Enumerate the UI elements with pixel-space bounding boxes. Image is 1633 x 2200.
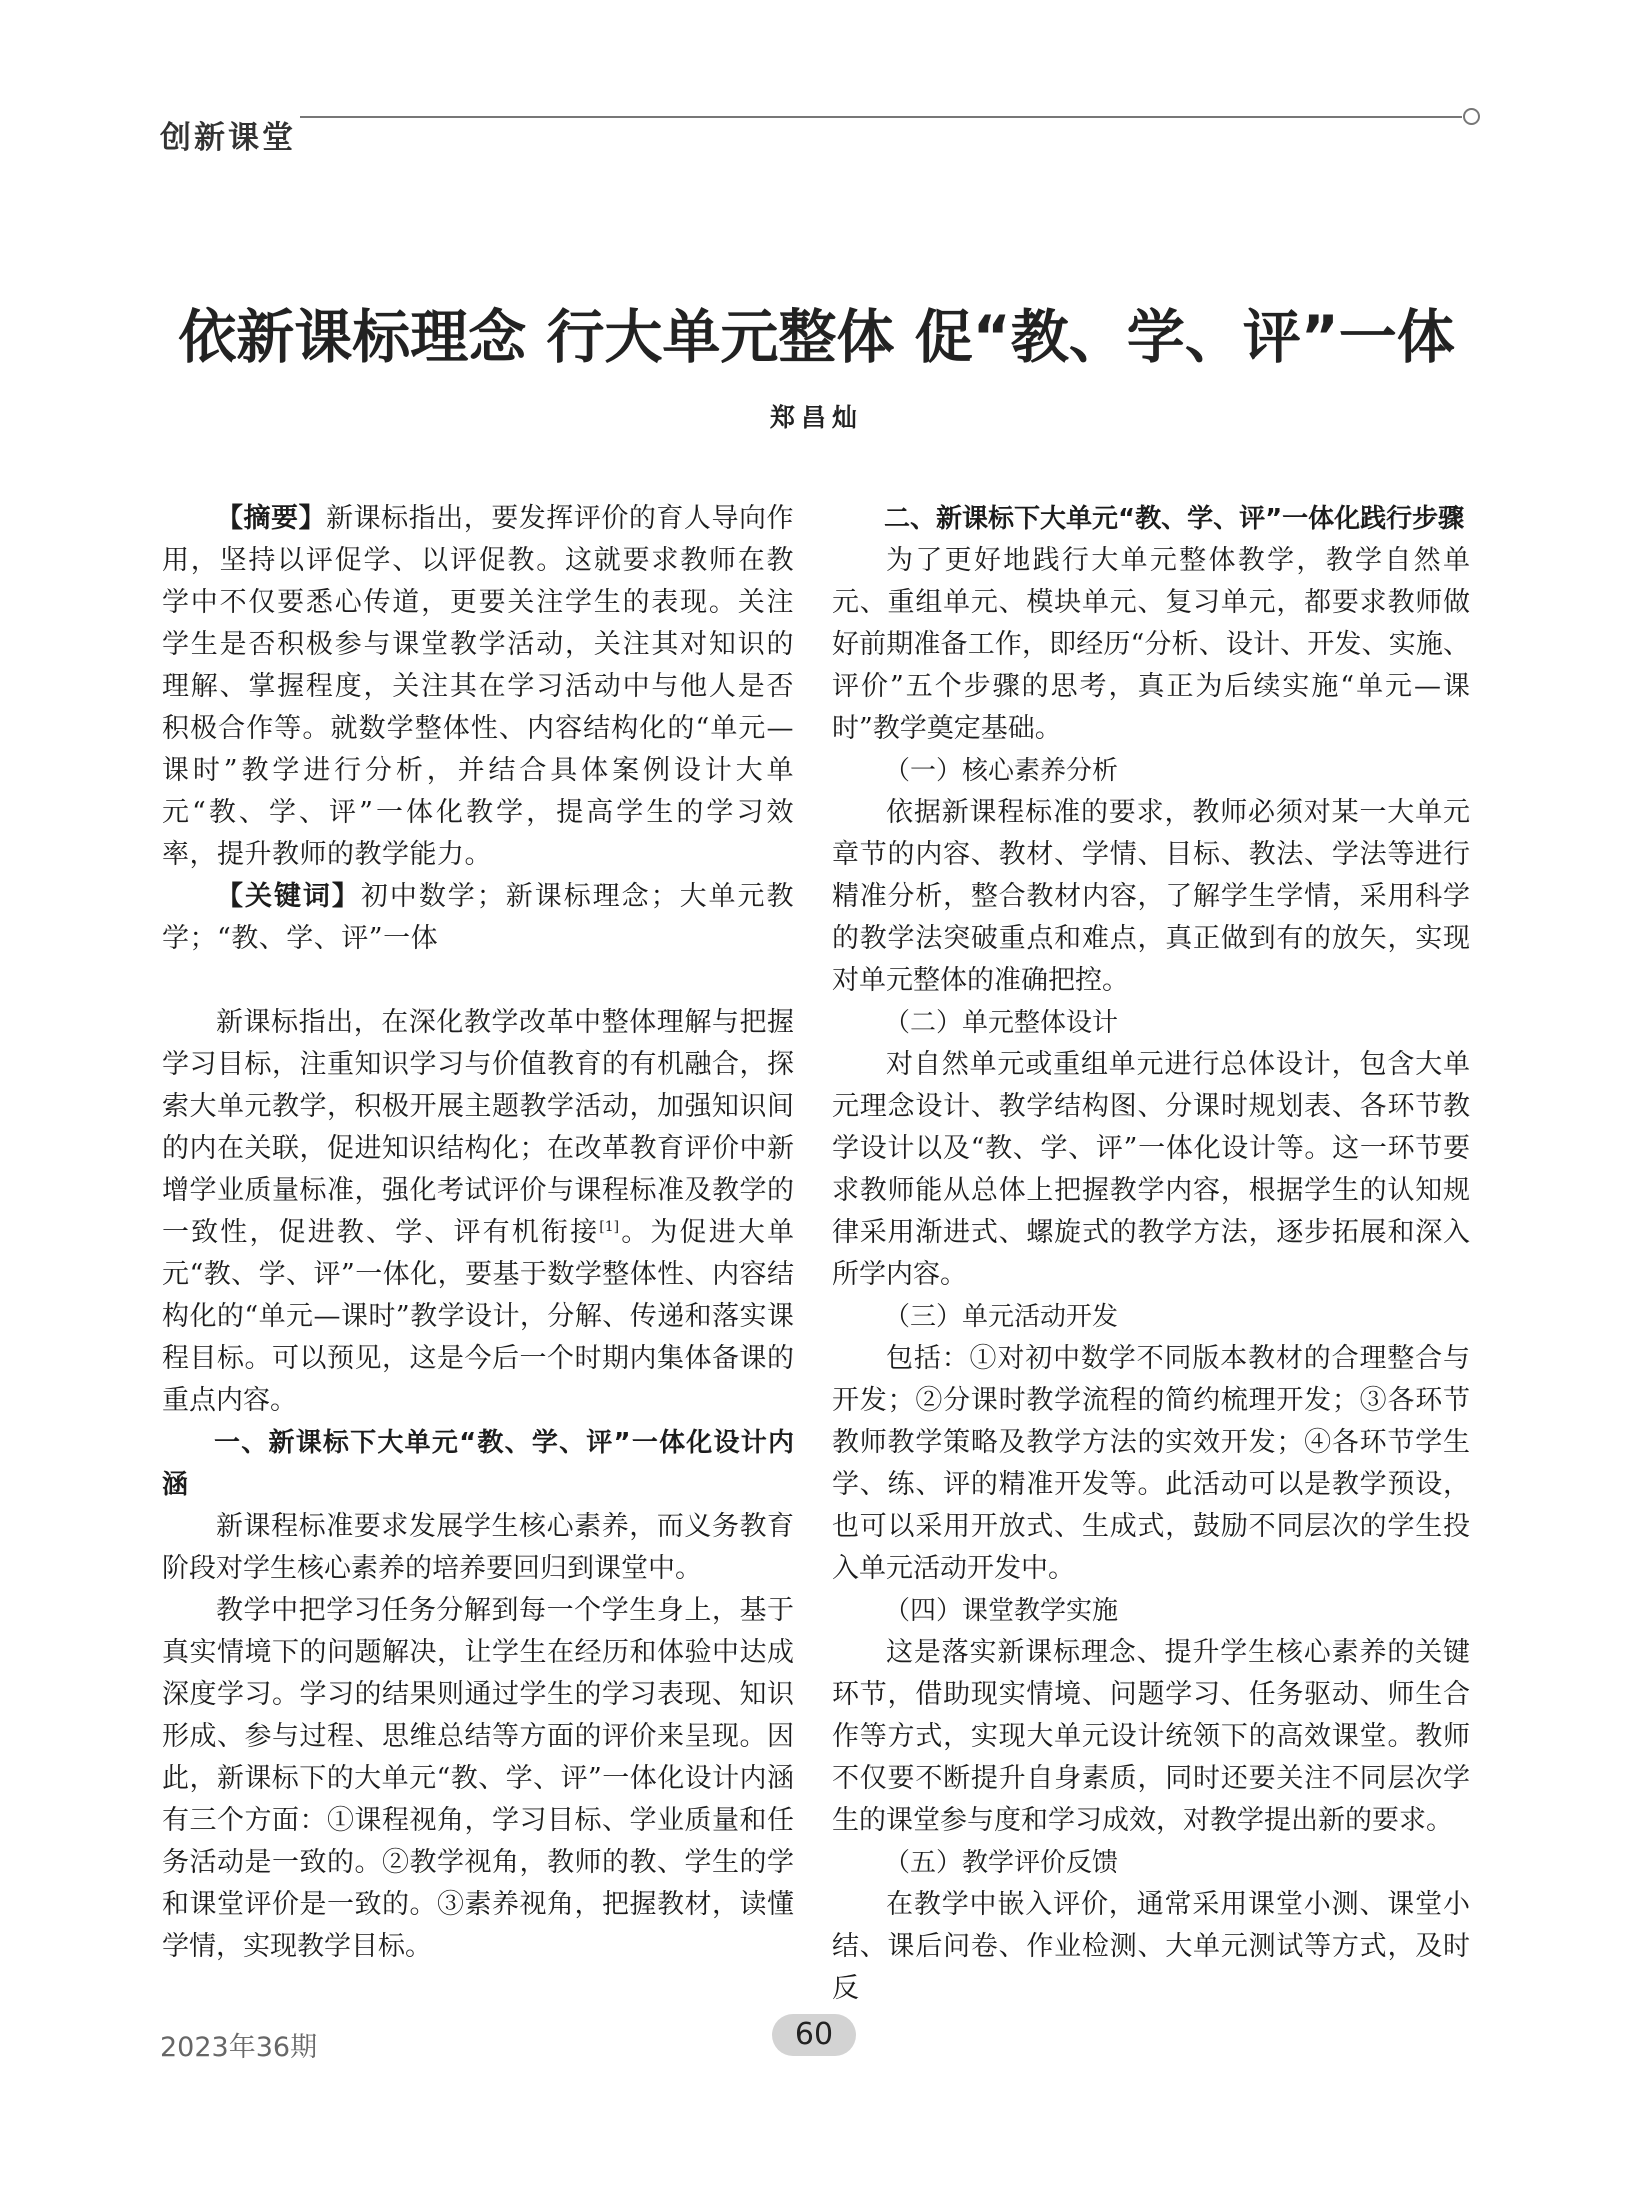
- right-column: [832, 498, 1470, 2010]
- subsection3-text: 包括：①对初中数学不同版本教材的合理整合与开发；②分课时教学流程的简约梳理开发；③各环节教师教学策略及教学方法的实效开发；④各环节学生学、练、评的精准开发等。此活动可以是教学预设，也可以采用开放式、生成式，鼓励不同层次的学生投入单元活动开发中。: [832, 1343, 1470, 1584]
- section2-intro: 为了更好地践行大单元整体教学，教学自然单元、重组单元、模块单元、复习单元，都要求教师做好前期准备工作，即经历“分析、设计、开发、实施、评价”五个步骤的思考，真正为后续实施“单元—课时”教学奠定基础。: [832, 545, 1470, 744]
- subsection1-text: 依据新课程标准的要求，教师必须对某一大单元章节的内容、教材、学情、目标、教法、学法等进行精准分析，整合教材内容，了解学生学情，采用科学的教学法突破重点和难点，真正做到有的放矢，实现对单元整体的准确把控。: [832, 797, 1470, 996]
- abstract-label: 【摘要】: [216, 503, 327, 534]
- article-title: 依新课标理念 行大单元整体 促“教、学、评”一体: [178, 303, 1455, 371]
- running-header: [160, 108, 1480, 158]
- keywords-label: 【关键词】: [216, 881, 361, 912]
- intro-paragraph: [162, 1002, 794, 1422]
- subsection2-heading: （二）单元整体设计: [884, 1008, 1119, 1038]
- left-column: [162, 498, 794, 1968]
- intro-text-part2: 。为促进大单元“教、学、评”一体化，要基于数学整体性、内容结构化的“单元—课时”教学设计，分解、传递和落实课程目标。可以预见，这是今后一个时期内集体备课的重点内容。: [162, 1217, 795, 1416]
- abstract: [162, 498, 794, 876]
- section1-paragraph-1: 新课程标准要求发展学生核心素养，而义务教育阶段对学生核心素养的培养要回归到课堂中。: [162, 1511, 794, 1584]
- section1-heading: 一、新课标下大单元“教、学、评”一体化设计内涵: [162, 1428, 794, 1500]
- section-label: 创新课堂: [160, 120, 296, 156]
- header-circle-ornament: [1463, 108, 1480, 125]
- page-number-badge: 60: [772, 2014, 856, 2056]
- intro-text-part1: 新课标指出，在深化教学改革中整体理解与把握学习目标，注重知识学习与价值教育的有机融合，探索大单元教学，积极开展主题教学活动，加强知识间的内在关联，促进知识结构化；在改革教育评价中新增学业质量标准，强化考试评价与课程标准及教学的一致性，促进教、学、评有机衔接: [162, 1007, 794, 1248]
- issue-label: 2023年36期: [160, 2032, 318, 2063]
- article-author: 郑昌灿: [769, 403, 863, 432]
- subsection4-heading: （四）课堂教学实施: [884, 1596, 1119, 1626]
- citation-ref: [1]: [599, 1219, 620, 1235]
- keywords: [162, 876, 794, 960]
- section-spacer: [162, 960, 794, 1002]
- abstract-text: 新课标指出，要发挥评价的育人导向作用，坚持以评促学、以评促教。这就要求教师在教学中不仅要悉心传道，更要关注学生的表现。关注学生是否积极参与课堂教学活动，关注其对知识的理解、掌握程度，关注其在学习活动中与他人是否积极合作等。就数学整体性、内容结构化的“单元—课时”教学进行分析，并结合具体案例设计大单元“教、学、评”一体化教学，提高学生的学习效率，提升教师的教学能力。: [162, 503, 795, 870]
- keywords-text: 初中数学；新课标理念；大单元教学；“教、学、评”一体: [162, 881, 795, 954]
- section1-paragraph-2: 教学中把学习任务分解到每一个学生身上，基于真实情境下的问题解决，让学生在经历和体验中达成深度学习。学习的结果则通过学生的学习表现、知识形成、参与过程、思维总结等方面的评价来呈现。因此，新课标下的大单元“教、学、评”一体化设计内涵有三个方面：①课程视角，学习目标、学业质量和任务活动是一致的。②教学视角，教师的教、学生的学和课堂评价是一致的。③素养视角，把握教材，读懂学情，实现教学目标。: [162, 1595, 794, 1962]
- subsection1-heading: （一）核心素养分析: [884, 756, 1119, 786]
- subsection5-heading: （五）教学评价反馈: [884, 1848, 1119, 1878]
- subsection5-text: 在教学中嵌入评价，通常采用课堂小测、课堂小结、课后问卷、作业检测、大单元测试等方式，及时反: [832, 1889, 1470, 2004]
- subsection4-text: 这是落实新课标理念、提升学生核心素养的关键环节，借助现实情境、问题学习、任务驱动、师生合作等方式，实现大单元设计统领下的高效课堂。教师不仅要不断提升自身素质，同时还要关注不同层次学生的课堂参与度和学习成效，对教学提出新的要求。: [832, 1637, 1470, 1836]
- section2-heading: 二、新课标下大单元“教、学、评”一体化践行步骤: [884, 504, 1465, 534]
- subsection2-text: 对自然单元或重组单元进行总体设计，包含大单元理念设计、教学结构图、分课时规划表、各环节教学设计以及“教、学、评”一体化设计等。这一环节要求教师能从总体上把握教学内容，根据学生的认知规律采用渐进式、螺旋式的教学方法，逐步拓展和深入所学内容。: [832, 1049, 1470, 1290]
- subsection3-heading: （三）单元活动开发: [884, 1302, 1119, 1332]
- header-rule: [300, 116, 1462, 118]
